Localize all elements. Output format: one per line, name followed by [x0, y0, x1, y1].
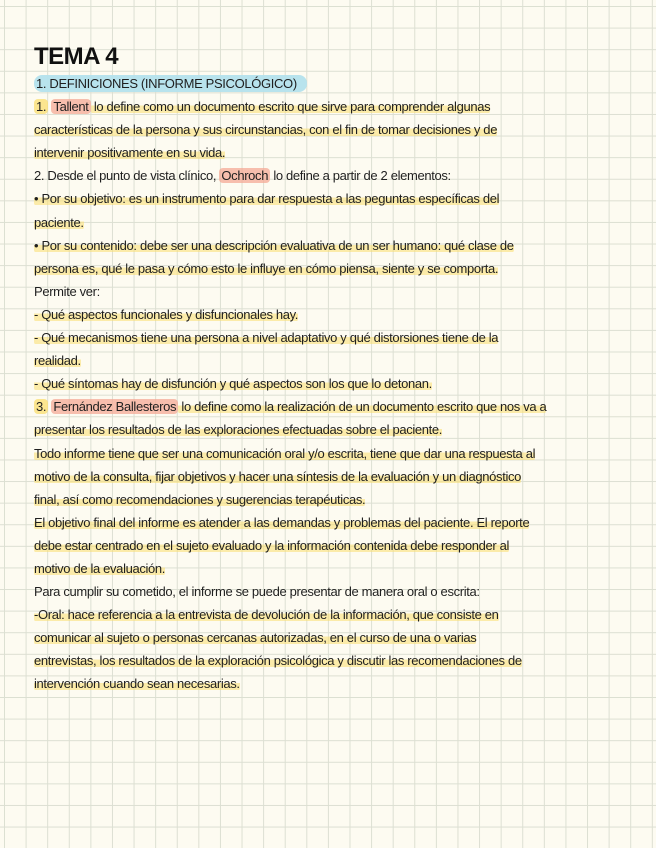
text-line: [34, 603, 634, 626]
note-page: [34, 42, 634, 696]
item-number: 3.: [36, 399, 47, 415]
note-body: [34, 72, 634, 696]
text-line: [34, 511, 634, 534]
text-span: persona es, qué le pasa y cómo esto le influye en cómo piensa, siente y se comporta.: [34, 260, 499, 276]
text-line: [34, 187, 634, 210]
text-line: [34, 488, 634, 511]
text-span: • Por su objetivo: es un instrumento para dar respuesta a las peguntas específicas del: [34, 191, 500, 207]
text-span: final, así como recomendaciones y sugerencias terapéuticas.: [34, 491, 366, 507]
text-span: características de la persona y sus circunstancias, con el fin de tomar decisiones y de: [34, 122, 498, 138]
text-span: lo define como un documento escrito que sirve para comprender algunas: [90, 99, 491, 115]
text-line: [34, 580, 634, 603]
text-line: [34, 557, 634, 580]
text-span: 2. Desde el punto de vista clínico,: [34, 168, 220, 184]
text-line: [34, 649, 634, 672]
author-name: Fernández Ballesteros: [53, 399, 177, 415]
text-span: motivo de la evaluación.: [34, 560, 166, 576]
text-span: comunicar al sujeto o personas cercanas autorizadas, en el curso de una o varias: [34, 630, 477, 646]
text-span: realidad.: [34, 353, 81, 369]
text-line: [34, 164, 634, 187]
text-line: [34, 395, 634, 418]
text-span: El objetivo final del informe es atender a las demandas y problemas del paciente. El reporte: [34, 514, 530, 530]
item-number: 1.: [36, 99, 47, 115]
text-span: presentar los resultados de las exploraciones efectuadas sobre el paciente.: [34, 422, 443, 438]
text-span: lo define como la realización de un documento escrito que nos va a: [178, 399, 547, 415]
text-line: [34, 672, 634, 695]
text-span: lo define a partir de 2 elementos:: [270, 168, 451, 184]
text-span: Permite ver:: [34, 283, 100, 299]
text-line: [34, 442, 634, 465]
text-line: [34, 326, 634, 349]
text-line: [34, 303, 634, 326]
text-span: - Qué aspectos funcionales y disfuncionales hay.: [34, 306, 299, 322]
text-span: intervención cuando sean necesarias.: [34, 676, 240, 692]
text-line: [34, 418, 634, 441]
section-heading-line: [34, 72, 634, 95]
section-heading: 1. DEFINICIONES (INFORME PSICOLÓGICO): [34, 75, 307, 92]
text-span: Todo informe tiene que ser una comunicación oral y/o escrita, tiene que dar una respuesta al: [34, 445, 536, 461]
author-name: Ochroch: [221, 168, 269, 184]
text-span: entrevistas, los resultados de la exploración psicológica y discutir las recomendaciones de: [34, 653, 522, 669]
author-name: Tallent: [53, 99, 89, 115]
text-span: - Qué mecanismos tiene una persona a nivel adaptativo y qué distorsiones tiene de la: [34, 330, 499, 346]
text-line: [34, 118, 634, 141]
text-span: -Oral: hace referencia a la entrevista de devolución de la información, que consiste en: [34, 607, 499, 623]
text-line: [34, 234, 634, 257]
text-line: [34, 534, 634, 557]
text-span: paciente.: [34, 214, 84, 230]
text-span: • Por su contenido: debe ser una descripción evaluativa de un ser humano: qué clase de: [34, 237, 514, 253]
text-span: Para cumplir su cometido, el informe se puede presentar de manera oral o escrita:: [34, 584, 480, 600]
text-span: - Qué síntomas hay de disfunción y qué aspectos son los que lo detonan.: [34, 376, 432, 392]
text-span: motivo de la consulta, fijar objetivos y hacer una síntesis de la evaluación y un diagnóstico: [34, 468, 522, 484]
text-line: [34, 280, 634, 303]
page-title: TEMA 4: [34, 43, 119, 70]
text-line: [34, 626, 634, 649]
text-line: [34, 95, 634, 118]
text-line: [34, 465, 634, 488]
text-line: [34, 372, 634, 395]
text-span: debe estar centrado en el sujeto evaluado y la información contenida debe responder al: [34, 537, 510, 553]
text-span: intervenir positivamente en su vida.: [34, 145, 226, 161]
text-line: [34, 257, 634, 280]
text-line: [34, 211, 634, 234]
text-line: [34, 141, 634, 164]
text-line: [34, 349, 634, 372]
